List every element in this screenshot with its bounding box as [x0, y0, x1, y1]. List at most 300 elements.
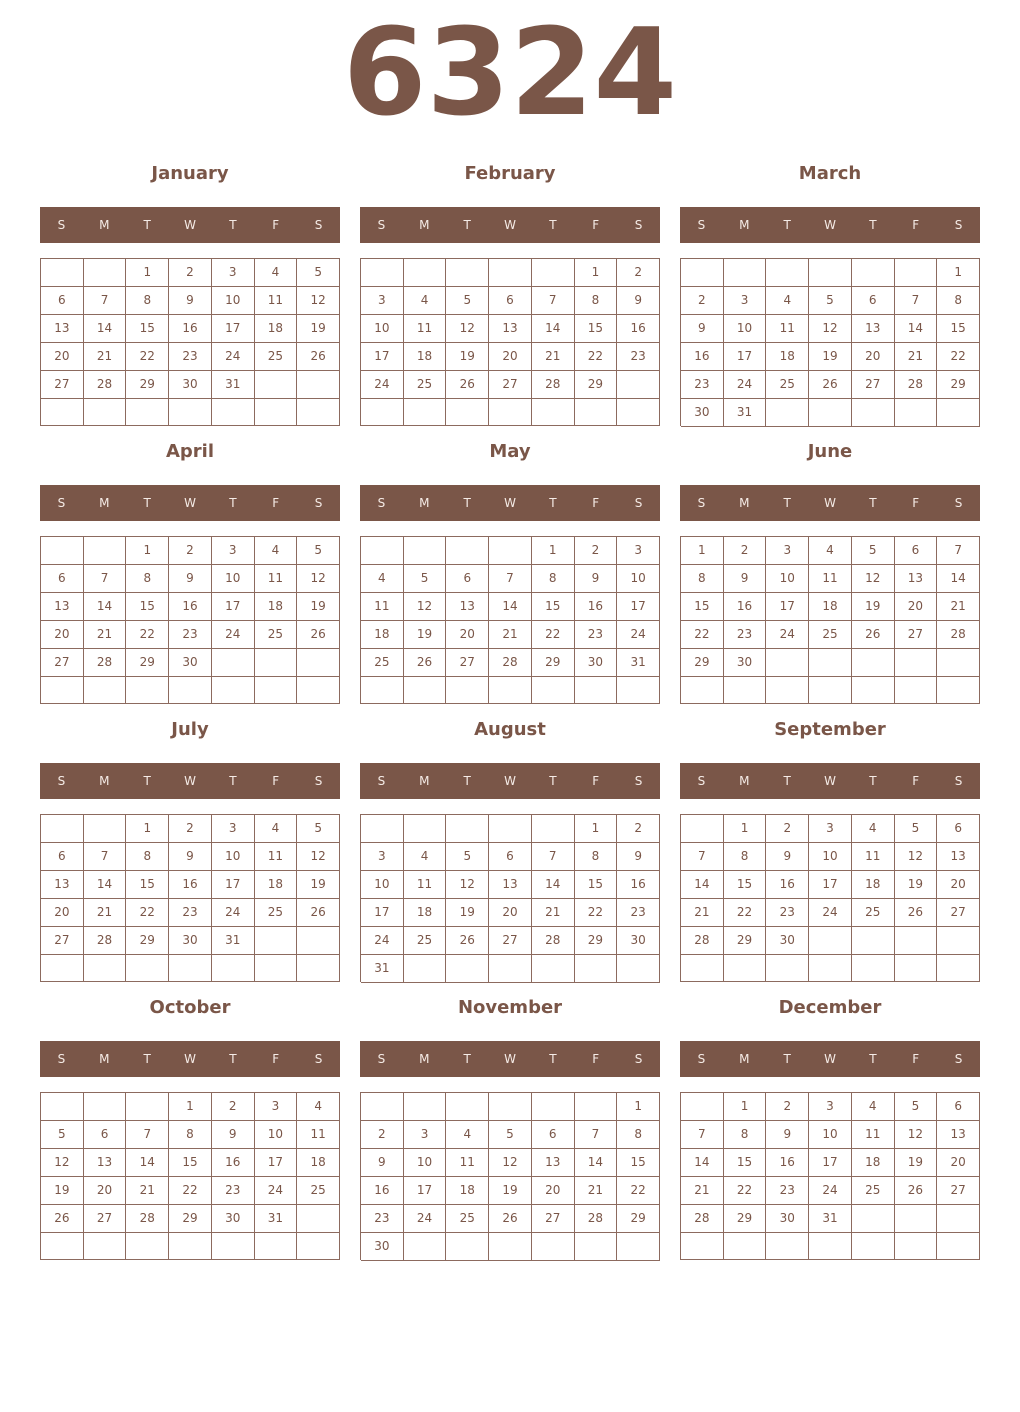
month-may — [360, 437, 660, 705]
day-cell: 6 — [41, 843, 84, 871]
empty-day-cell — [41, 537, 84, 565]
day-cell: 6 — [937, 815, 980, 843]
day-cell: 6 — [446, 565, 489, 593]
day-cell: 6 — [41, 565, 84, 593]
empty-day-cell — [575, 955, 618, 983]
empty-day-cell — [41, 677, 84, 704]
day-cell: 2 — [169, 815, 212, 843]
day-cell: 24 — [724, 371, 767, 399]
day-cell: 16 — [681, 343, 724, 371]
empty-day-cell — [766, 677, 809, 704]
empty-day-cell — [852, 259, 895, 287]
day-cell: 29 — [937, 371, 980, 399]
day-cell: 13 — [937, 843, 980, 871]
day-cell: 25 — [809, 621, 852, 649]
empty-day-cell — [937, 1205, 980, 1233]
day-cell: 9 — [361, 1149, 404, 1177]
day-cell: 5 — [297, 259, 340, 287]
day-cell: 14 — [681, 1149, 724, 1177]
day-cell: 3 — [212, 537, 255, 565]
day-cell: 5 — [895, 815, 938, 843]
day-cell: 31 — [255, 1205, 298, 1233]
day-cell: 19 — [895, 1149, 938, 1177]
day-cell: 10 — [404, 1149, 447, 1177]
day-cell: 6 — [895, 537, 938, 565]
day-cell: 12 — [41, 1149, 84, 1177]
weekday-label: F — [592, 496, 600, 510]
day-cell: 21 — [937, 593, 980, 621]
weekday-header — [40, 485, 340, 521]
empty-day-cell — [212, 399, 255, 426]
day-cell: 13 — [937, 1121, 980, 1149]
day-cell: 12 — [809, 315, 852, 343]
day-cell: 11 — [404, 315, 447, 343]
day-cell: 9 — [724, 565, 767, 593]
day-cell: 28 — [681, 1205, 724, 1233]
day-cell: 27 — [446, 649, 489, 677]
weekday-label: M — [739, 774, 750, 788]
day-cell: 9 — [169, 565, 212, 593]
day-cell: 4 — [809, 537, 852, 565]
day-cell: 21 — [489, 621, 532, 649]
empty-day-cell — [532, 1233, 575, 1261]
empty-day-cell — [489, 399, 532, 426]
day-cell: 20 — [446, 621, 489, 649]
day-cell: 7 — [489, 565, 532, 593]
empty-day-cell — [255, 399, 298, 426]
weekday-label: T — [463, 218, 471, 232]
day-cell: 10 — [809, 843, 852, 871]
day-cell: 14 — [84, 871, 127, 899]
day-cell: 9 — [575, 565, 618, 593]
empty-day-cell — [809, 1233, 852, 1260]
weekday-label: F — [592, 1052, 600, 1066]
day-cell: 11 — [809, 565, 852, 593]
day-cell: 2 — [766, 815, 809, 843]
day-cell: 13 — [852, 315, 895, 343]
empty-day-cell — [212, 955, 255, 982]
day-cell: 20 — [489, 343, 532, 371]
day-cell: 4 — [404, 287, 447, 315]
weekday-label: T — [143, 774, 151, 788]
day-cell: 15 — [724, 871, 767, 899]
day-cell: 4 — [255, 537, 298, 565]
weekday-label: S — [954, 496, 963, 510]
day-cell: 23 — [575, 621, 618, 649]
day-cell: 14 — [532, 871, 575, 899]
empty-day-cell — [681, 955, 724, 982]
empty-day-cell — [489, 1233, 532, 1261]
day-cell: 6 — [937, 1093, 980, 1121]
day-cell: 28 — [681, 927, 724, 955]
day-cell: 31 — [617, 649, 660, 677]
weekday-label: M — [99, 218, 110, 232]
day-cell: 2 — [681, 287, 724, 315]
weekday-label: T — [783, 218, 791, 232]
month-september — [680, 715, 980, 983]
month-title: November — [457, 997, 563, 1018]
day-cell: 1 — [126, 537, 169, 565]
day-cell: 4 — [255, 815, 298, 843]
weekday-label: F — [272, 1052, 280, 1066]
day-cell: 11 — [361, 593, 404, 621]
day-cell: 24 — [361, 371, 404, 399]
day-cell: 2 — [212, 1093, 255, 1121]
weekday-label: T — [229, 1052, 237, 1066]
weekday-header — [680, 485, 980, 521]
empty-day-cell — [446, 399, 489, 426]
day-cell: 19 — [489, 1177, 532, 1205]
day-cell: 12 — [297, 843, 340, 871]
empty-day-cell — [937, 649, 980, 677]
empty-day-cell — [404, 537, 447, 565]
day-grid — [40, 814, 340, 982]
day-cell: 30 — [766, 1205, 809, 1233]
day-cell: 29 — [681, 649, 724, 677]
empty-day-cell — [489, 677, 532, 704]
day-cell: 11 — [255, 287, 298, 315]
weekday-label: S — [314, 774, 323, 788]
empty-day-cell — [681, 815, 724, 843]
weekday-label: T — [463, 774, 471, 788]
empty-day-cell — [404, 815, 447, 843]
day-cell: 30 — [169, 371, 212, 399]
day-cell: 20 — [532, 1177, 575, 1205]
day-cell: 19 — [297, 315, 340, 343]
day-cell: 25 — [766, 371, 809, 399]
day-cell: 26 — [489, 1205, 532, 1233]
day-cell: 29 — [575, 371, 618, 399]
day-cell: 4 — [852, 815, 895, 843]
empty-day-cell — [532, 1093, 575, 1121]
empty-day-cell — [404, 677, 447, 704]
empty-day-cell — [41, 955, 84, 982]
day-cell: 2 — [766, 1093, 809, 1121]
day-cell: 5 — [41, 1121, 84, 1149]
weekday-label: T — [783, 496, 791, 510]
empty-day-cell — [937, 1233, 980, 1260]
empty-day-cell — [255, 1233, 298, 1260]
empty-day-cell — [361, 677, 404, 704]
day-cell: 29 — [575, 927, 618, 955]
day-cell: 19 — [297, 871, 340, 899]
day-cell: 24 — [212, 621, 255, 649]
day-cell: 17 — [361, 899, 404, 927]
empty-day-cell — [41, 399, 84, 426]
empty-day-cell — [724, 259, 767, 287]
weekday-label: S — [634, 218, 643, 232]
empty-day-cell — [809, 927, 852, 955]
day-cell: 20 — [895, 593, 938, 621]
empty-day-cell — [297, 371, 340, 399]
day-cell: 19 — [852, 593, 895, 621]
day-cell: 29 — [169, 1205, 212, 1233]
empty-day-cell — [297, 1205, 340, 1233]
weekday-label: S — [314, 496, 323, 510]
day-cell: 13 — [532, 1149, 575, 1177]
day-cell: 27 — [489, 371, 532, 399]
day-cell: 3 — [766, 537, 809, 565]
day-cell: 18 — [255, 315, 298, 343]
day-cell: 10 — [212, 287, 255, 315]
day-cell: 19 — [895, 871, 938, 899]
day-cell: 28 — [937, 621, 980, 649]
weekday-label: S — [377, 1052, 386, 1066]
weekday-label: M — [419, 496, 430, 510]
day-cell: 29 — [724, 1205, 767, 1233]
day-cell: 3 — [361, 287, 404, 315]
day-cell: 31 — [212, 371, 255, 399]
weekday-label: F — [912, 218, 920, 232]
day-cell: 5 — [852, 537, 895, 565]
day-cell: 23 — [169, 621, 212, 649]
day-cell: 28 — [84, 649, 127, 677]
day-grid — [680, 1092, 980, 1260]
empty-day-cell — [489, 537, 532, 565]
day-cell: 29 — [126, 927, 169, 955]
day-cell: 25 — [852, 1177, 895, 1205]
empty-day-cell — [446, 1093, 489, 1121]
weekday-label: M — [419, 218, 430, 232]
day-cell: 2 — [169, 537, 212, 565]
day-cell: 24 — [212, 899, 255, 927]
weekday-label: S — [377, 774, 386, 788]
day-cell: 23 — [766, 899, 809, 927]
weekday-label: W — [504, 1052, 516, 1066]
weekday-label: T — [549, 1052, 557, 1066]
day-cell: 31 — [361, 955, 404, 983]
weekday-label: M — [419, 1052, 430, 1066]
day-grid — [680, 536, 980, 704]
day-cell: 17 — [255, 1149, 298, 1177]
empty-day-cell — [41, 259, 84, 287]
day-cell: 12 — [297, 565, 340, 593]
day-cell: 14 — [84, 315, 127, 343]
empty-day-cell — [297, 927, 340, 955]
day-cell: 21 — [895, 343, 938, 371]
day-cell: 24 — [809, 1177, 852, 1205]
day-cell: 28 — [489, 649, 532, 677]
day-cell: 26 — [297, 899, 340, 927]
weekday-label: W — [824, 496, 836, 510]
day-cell: 25 — [255, 621, 298, 649]
empty-day-cell — [84, 537, 127, 565]
weekday-label: W — [184, 774, 196, 788]
empty-day-cell — [297, 649, 340, 677]
day-cell: 12 — [895, 843, 938, 871]
day-cell: 7 — [84, 843, 127, 871]
weekday-header — [680, 763, 980, 799]
day-cell: 1 — [575, 259, 618, 287]
day-cell: 10 — [212, 843, 255, 871]
day-cell: 25 — [852, 899, 895, 927]
empty-day-cell — [895, 927, 938, 955]
day-cell: 8 — [126, 843, 169, 871]
day-grid — [360, 258, 660, 426]
day-cell: 7 — [84, 565, 127, 593]
empty-day-cell — [84, 259, 127, 287]
day-cell: 17 — [617, 593, 660, 621]
day-cell: 21 — [532, 343, 575, 371]
day-cell: 27 — [937, 1177, 980, 1205]
month-title: March — [798, 163, 862, 184]
empty-day-cell — [724, 955, 767, 982]
day-cell: 27 — [41, 371, 84, 399]
day-grid — [680, 814, 980, 982]
day-cell: 23 — [361, 1205, 404, 1233]
weekday-label: T — [143, 496, 151, 510]
empty-day-cell — [41, 1093, 84, 1121]
month-title: October — [149, 997, 231, 1018]
empty-day-cell — [297, 399, 340, 426]
empty-day-cell — [489, 955, 532, 983]
day-cell: 5 — [297, 815, 340, 843]
weekday-label: T — [143, 1052, 151, 1066]
weekday-label: M — [739, 496, 750, 510]
day-cell: 28 — [895, 371, 938, 399]
empty-day-cell — [532, 677, 575, 704]
day-cell: 8 — [937, 287, 980, 315]
empty-day-cell — [575, 1093, 618, 1121]
day-cell: 23 — [681, 371, 724, 399]
day-cell: 4 — [852, 1093, 895, 1121]
empty-day-cell — [404, 399, 447, 426]
day-cell: 14 — [937, 565, 980, 593]
day-cell: 20 — [937, 871, 980, 899]
month-title: July — [171, 719, 209, 740]
day-cell: 25 — [404, 927, 447, 955]
empty-day-cell — [126, 399, 169, 426]
day-cell: 7 — [575, 1121, 618, 1149]
day-cell: 9 — [617, 843, 660, 871]
day-cell: 13 — [895, 565, 938, 593]
day-cell: 22 — [575, 343, 618, 371]
weekday-label: S — [314, 218, 323, 232]
empty-day-cell — [212, 1233, 255, 1260]
day-cell: 10 — [724, 315, 767, 343]
weekday-label: T — [463, 496, 471, 510]
empty-day-cell — [84, 1093, 127, 1121]
day-cell: 26 — [809, 371, 852, 399]
day-cell: 26 — [446, 371, 489, 399]
day-cell: 3 — [724, 287, 767, 315]
month-title: December — [778, 997, 882, 1018]
weekday-label: M — [99, 774, 110, 788]
day-cell: 8 — [126, 287, 169, 315]
weekday-label: W — [824, 774, 836, 788]
empty-day-cell — [532, 259, 575, 287]
day-cell: 17 — [212, 315, 255, 343]
day-cell: 20 — [852, 343, 895, 371]
empty-day-cell — [84, 677, 127, 704]
empty-day-cell — [852, 399, 895, 427]
day-cell: 25 — [255, 343, 298, 371]
day-cell: 2 — [724, 537, 767, 565]
month-title: August — [474, 719, 546, 740]
weekday-label: M — [739, 1052, 750, 1066]
day-cell: 22 — [575, 899, 618, 927]
weekday-label: S — [57, 496, 66, 510]
day-cell: 30 — [361, 1233, 404, 1261]
empty-day-cell — [617, 955, 660, 983]
day-cell: 31 — [809, 1205, 852, 1233]
day-cell: 3 — [212, 815, 255, 843]
day-cell: 28 — [575, 1205, 618, 1233]
day-cell: 24 — [617, 621, 660, 649]
day-cell: 7 — [84, 287, 127, 315]
weekday-label: S — [634, 1052, 643, 1066]
weekday-label: S — [697, 218, 706, 232]
day-cell: 9 — [766, 1121, 809, 1149]
weekday-header — [680, 1041, 980, 1077]
empty-day-cell — [724, 677, 767, 704]
empty-day-cell — [766, 1233, 809, 1260]
empty-day-cell — [126, 955, 169, 982]
weekday-header — [360, 1041, 660, 1077]
day-cell: 14 — [489, 593, 532, 621]
empty-day-cell — [852, 1233, 895, 1260]
weekday-label: W — [824, 218, 836, 232]
weekday-label: S — [697, 774, 706, 788]
empty-day-cell — [404, 1233, 447, 1261]
empty-day-cell — [489, 1093, 532, 1121]
day-cell: 8 — [617, 1121, 660, 1149]
day-cell: 1 — [617, 1093, 660, 1121]
day-cell: 26 — [895, 899, 938, 927]
day-cell: 9 — [169, 287, 212, 315]
day-cell: 13 — [41, 315, 84, 343]
empty-day-cell — [895, 955, 938, 982]
month-june — [680, 437, 980, 705]
day-cell: 24 — [809, 899, 852, 927]
weekday-label: S — [377, 218, 386, 232]
day-cell: 19 — [446, 899, 489, 927]
month-july — [40, 715, 340, 983]
day-cell: 18 — [809, 593, 852, 621]
day-cell: 16 — [617, 871, 660, 899]
day-cell: 8 — [532, 565, 575, 593]
day-cell: 14 — [84, 593, 127, 621]
day-cell: 29 — [617, 1205, 660, 1233]
day-cell: 20 — [84, 1177, 127, 1205]
empty-day-cell — [169, 1233, 212, 1260]
empty-day-cell — [255, 955, 298, 982]
empty-day-cell — [575, 677, 618, 704]
empty-day-cell — [361, 815, 404, 843]
day-cell: 8 — [681, 565, 724, 593]
day-cell: 28 — [532, 371, 575, 399]
day-cell: 9 — [766, 843, 809, 871]
empty-day-cell — [84, 815, 127, 843]
day-cell: 3 — [212, 259, 255, 287]
day-cell: 12 — [446, 871, 489, 899]
empty-day-cell — [84, 955, 127, 982]
day-cell: 4 — [297, 1093, 340, 1121]
day-cell: 14 — [575, 1149, 618, 1177]
empty-day-cell — [852, 927, 895, 955]
weekday-label: T — [869, 774, 877, 788]
weekday-label: S — [57, 774, 66, 788]
weekday-label: F — [272, 774, 280, 788]
day-grid — [360, 536, 660, 704]
day-grid — [40, 258, 340, 426]
day-cell: 10 — [361, 315, 404, 343]
day-cell: 11 — [852, 843, 895, 871]
day-grid — [40, 536, 340, 704]
weekday-label: T — [229, 774, 237, 788]
day-cell: 16 — [169, 593, 212, 621]
empty-day-cell — [404, 259, 447, 287]
